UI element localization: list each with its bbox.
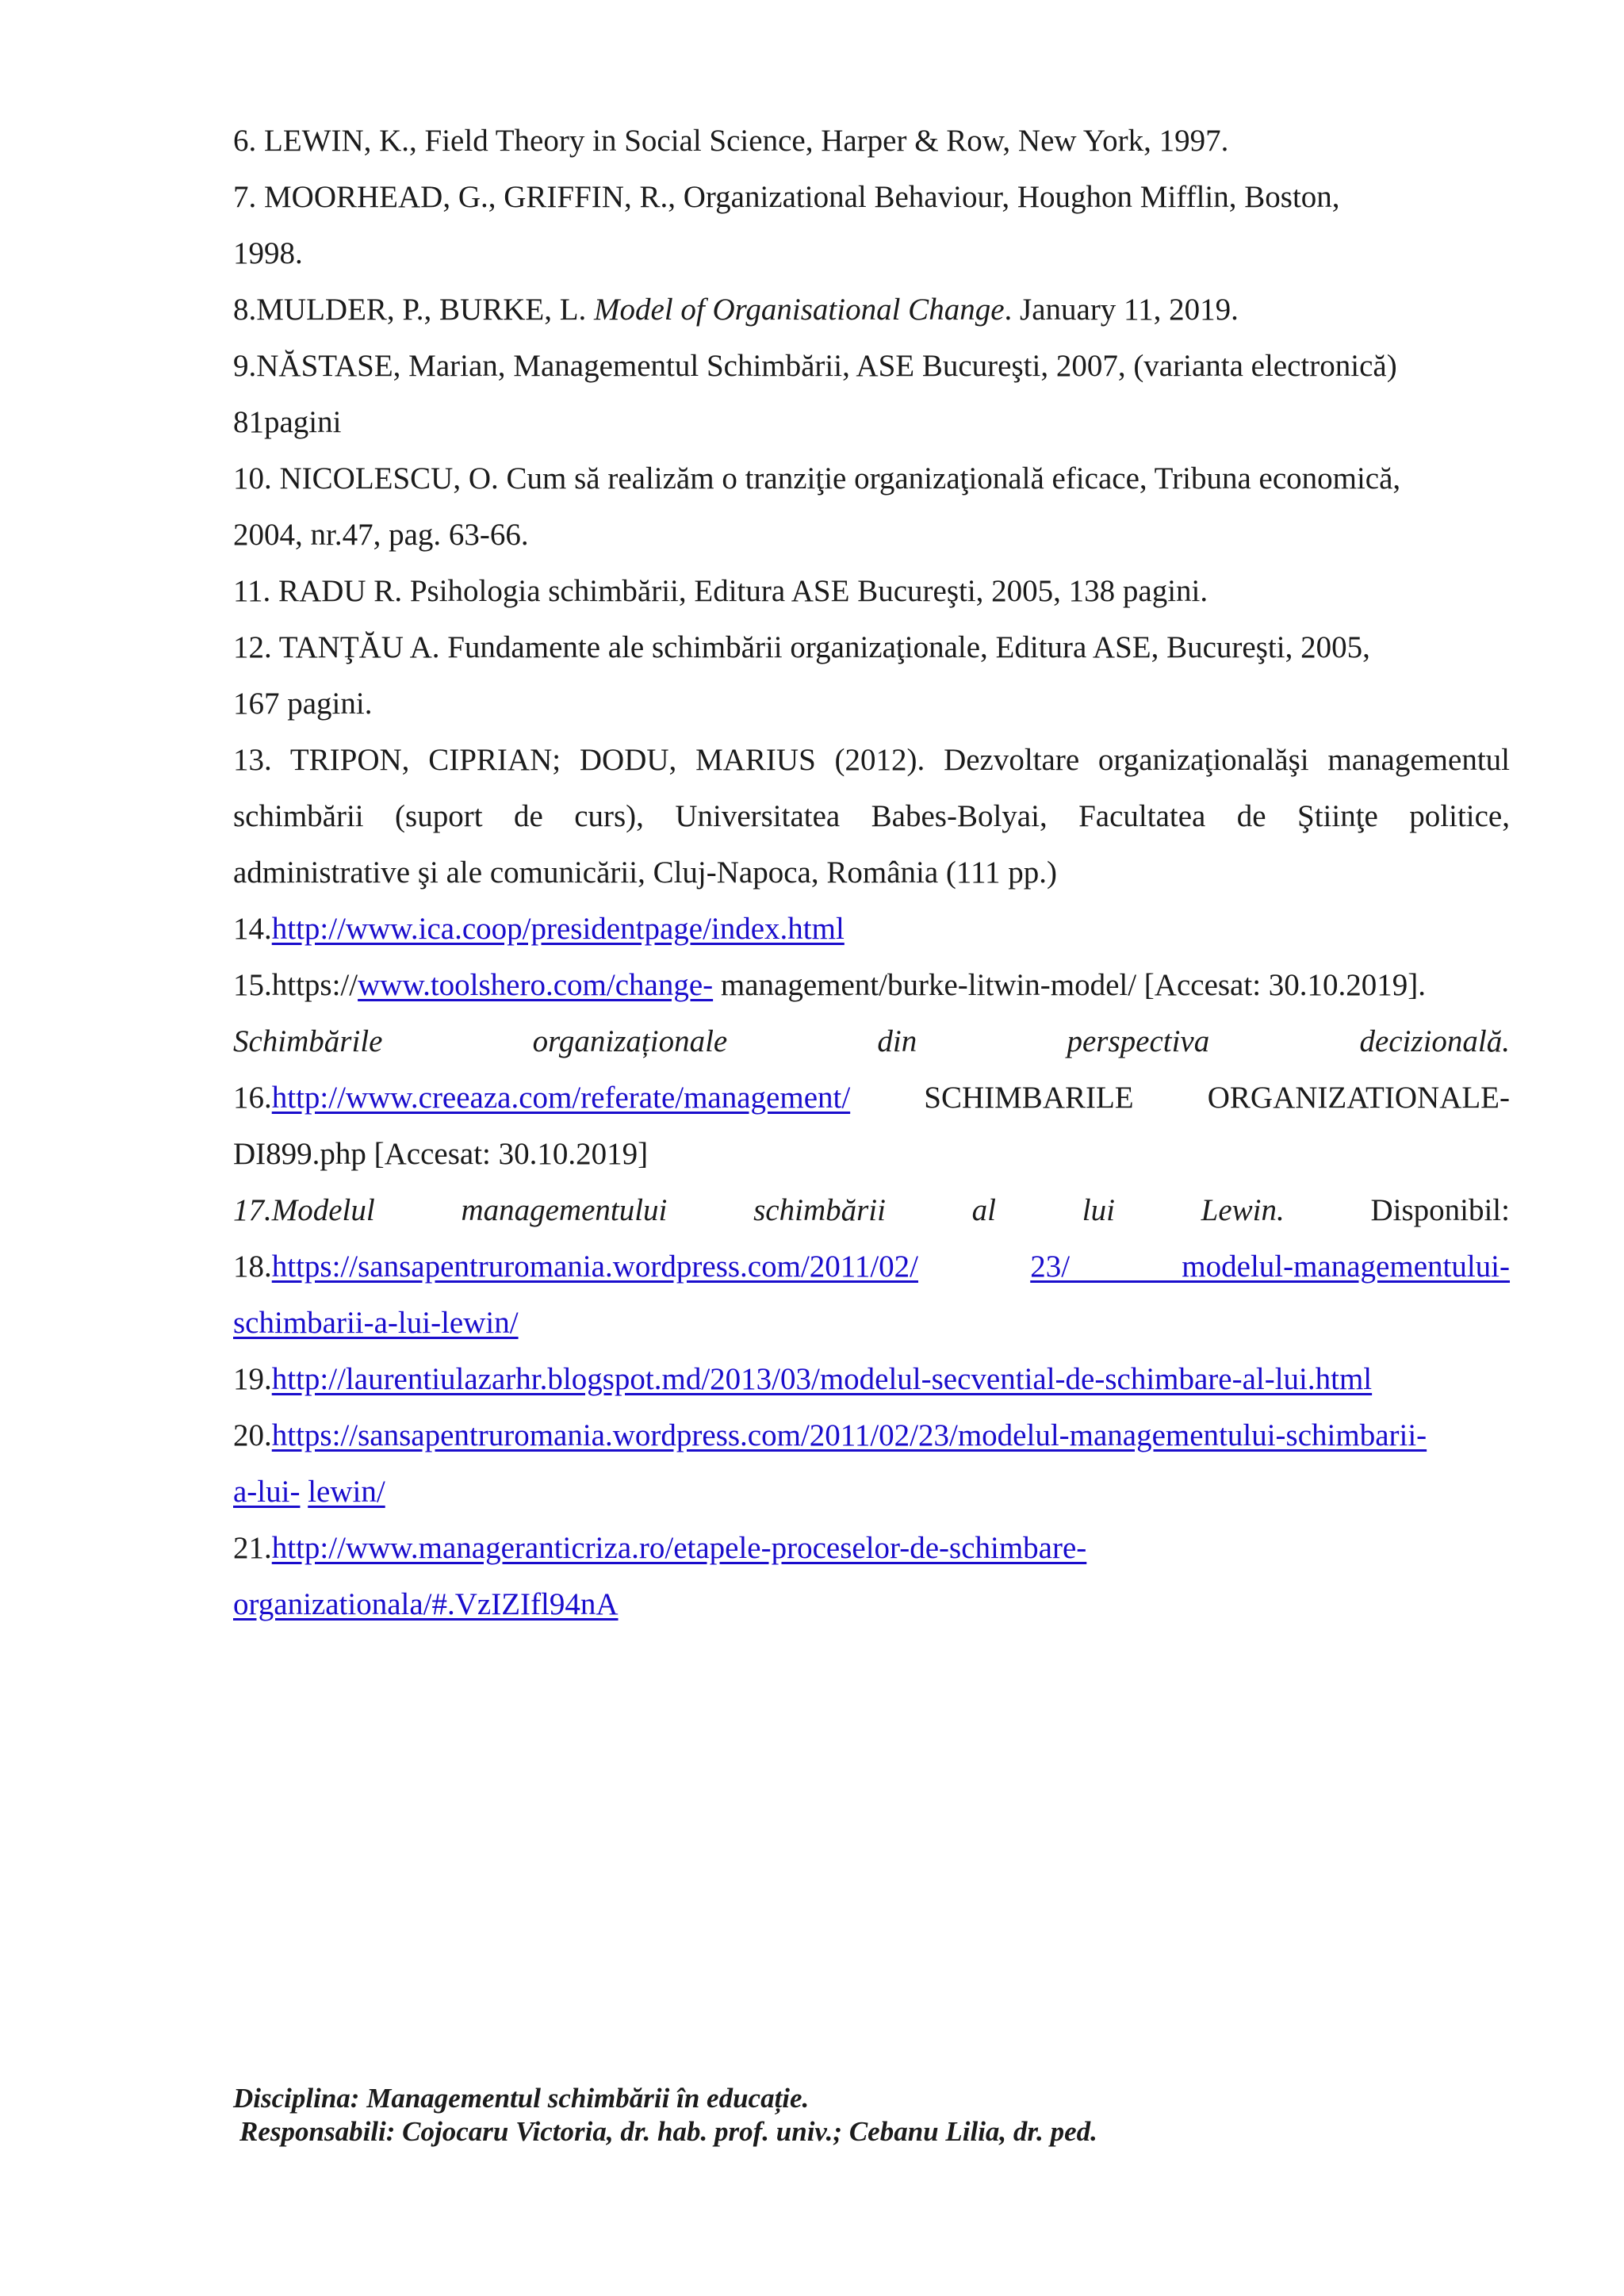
reference-16-line-1 [233, 1070, 1510, 1126]
footer-discipline: Disciplina: Managementul schimbării în educație. [233, 2083, 810, 2114]
reference-21-number: 21. [233, 1531, 272, 1565]
reference-15-italic-title: Schimbările organizaționale din perspectiva decizională. [233, 1024, 1510, 1058]
reference-19-link[interactable]: http://laurentiulazarhr.blogspot.md/2013/03/modelul-secvential-de-schimbare-al-lui.html [271, 1362, 1373, 1396]
reference-15 [233, 957, 1510, 1013]
reference-8 [233, 281, 1510, 338]
reference-15-prefix: 15.https:// [233, 968, 358, 1002]
reference-16-number: 16. [233, 1081, 272, 1115]
reference-7-line-1: 7. MOORHEAD, G., GRIFFIN, R., Organizational Behaviour, Houghon Mifflin, Boston, [233, 180, 1340, 214]
footer-responsible: Responsabili: Cojocaru Victoria, dr. hab. prof. univ.; Cebanu Lilia, dr. ped. [239, 2116, 1097, 2147]
page-footer [233, 2082, 1510, 2149]
reference-13-line-2: schimbării (suport de curs), Universitatea Babes-Bolyai, Facultatea de Ştiinţe politice, [233, 799, 1510, 833]
reference-20-link-part-3[interactable]: lewin/ [308, 1475, 385, 1509]
reference-21-line-2 [233, 1576, 1510, 1632]
reference-18-link-part-2[interactable]: 23/ modelul-managementului- [1030, 1249, 1511, 1284]
reference-14 [233, 901, 1510, 957]
reference-17-rest: Disponibil: [1284, 1193, 1510, 1227]
reference-14-number: 14. [233, 912, 272, 946]
reference-17-italic-title: 17.Modelul managementului schimbării al lui Lewin. [233, 1193, 1285, 1227]
reference-18-link-part-1[interactable]: https://sansapentruromania.wordpress.com/2011/02/ [271, 1249, 918, 1284]
reference-16-line-2: DI899.php [Accesat: 30.10.2019] [233, 1137, 649, 1171]
reference-8-title: Model of Organisational Change [594, 293, 1005, 327]
reference-13-line-3: administrative şi ale comunicării, Cluj-Napoca, România (111 pp.) [233, 855, 1057, 890]
reference-18-line-1 [233, 1238, 1510, 1295]
reference-18-line-2 [233, 1295, 1510, 1351]
reference-19-number: 19. [233, 1362, 272, 1396]
reference-10-line-2: 2004, nr.47, pag. 63-66. [233, 518, 529, 552]
reference-11: 11. RADU R. Psihologia schimbării, Editura ASE Bucureşti, 2005, 138 pagini. [233, 574, 1208, 608]
reference-14-link[interactable]: http://www.ica.coop/presidentpage/index.html [271, 912, 845, 946]
reference-9-line-1: 9.NĂSTASE, Marian, Managementul Schimbării, ASE Bucureşti, 2007, (varianta electronică) [233, 349, 1397, 383]
reference-15-rest: management/burke-litwin-model/ [Accesat: 30.10.2019]. [713, 968, 1427, 1002]
reference-8-date: . January 11, 2019. [1004, 293, 1239, 327]
reference-16-link[interactable]: http://www.creeaza.com/referate/management/ [271, 1081, 851, 1115]
reference-20-link-part-2[interactable]: a-lui- [233, 1475, 301, 1509]
reference-10-line-1: 10. NICOLESCU, O. Cum să realizăm o tranziţie organizaţională eficace, Tribuna economică, [233, 461, 1401, 496]
reference-18-number: 18. [233, 1249, 272, 1284]
reference-19 [233, 1351, 1510, 1407]
reference-13-line-1: 13. TRIPON, CIPRIAN; DODU, MARIUS (2012). Dezvoltare organizaţionalăşi managementul [233, 743, 1510, 777]
reference-8-authors: 8.MULDER, P., BURKE, L. [233, 293, 595, 327]
reference-17 [233, 1182, 1510, 1238]
reference-18-link-part-3[interactable]: schimbarii-a-lui-lewin/ [233, 1306, 519, 1340]
reference-12-line-1: 12. TANŢĂU A. Fundamente ale schimbării organizaţionale, Editura ASE, Bucureşti, 2005, [233, 630, 1370, 664]
reference-15-link[interactable]: www.toolshero.com/change- [358, 968, 714, 1002]
reference-20-line-1 [233, 1407, 1510, 1464]
reference-7-line-2: 1998. [233, 236, 303, 270]
bibliography-list [233, 113, 1510, 1632]
reference-16-rest: SCHIMBARILE ORGANIZATIONALE- [850, 1081, 1510, 1115]
reference-12-line-2: 167 pagini. [233, 687, 373, 721]
reference-9-line-2: 81pagini [233, 405, 342, 439]
reference-21-line-1 [233, 1520, 1510, 1576]
reference-20-number: 20. [233, 1418, 272, 1452]
reference-20-line-2 [233, 1464, 1510, 1520]
reference-6: 6. LEWIN, K., Field Theory in Social Science, Harper & Row, New York, 1997. [233, 124, 1229, 158]
reference-20-link-part-1[interactable]: https://sansapentruromania.wordpress.com/2011/02/23/modelul-managementului-schimbarii- [271, 1418, 1427, 1452]
reference-21-link-part-1[interactable]: http://www.manageranticriza.ro/etapele-proceselor-de-schimbare- [271, 1531, 1087, 1565]
reference-21-link-part-2[interactable]: organizationala/#.VzIZIfl94nA [233, 1587, 619, 1621]
